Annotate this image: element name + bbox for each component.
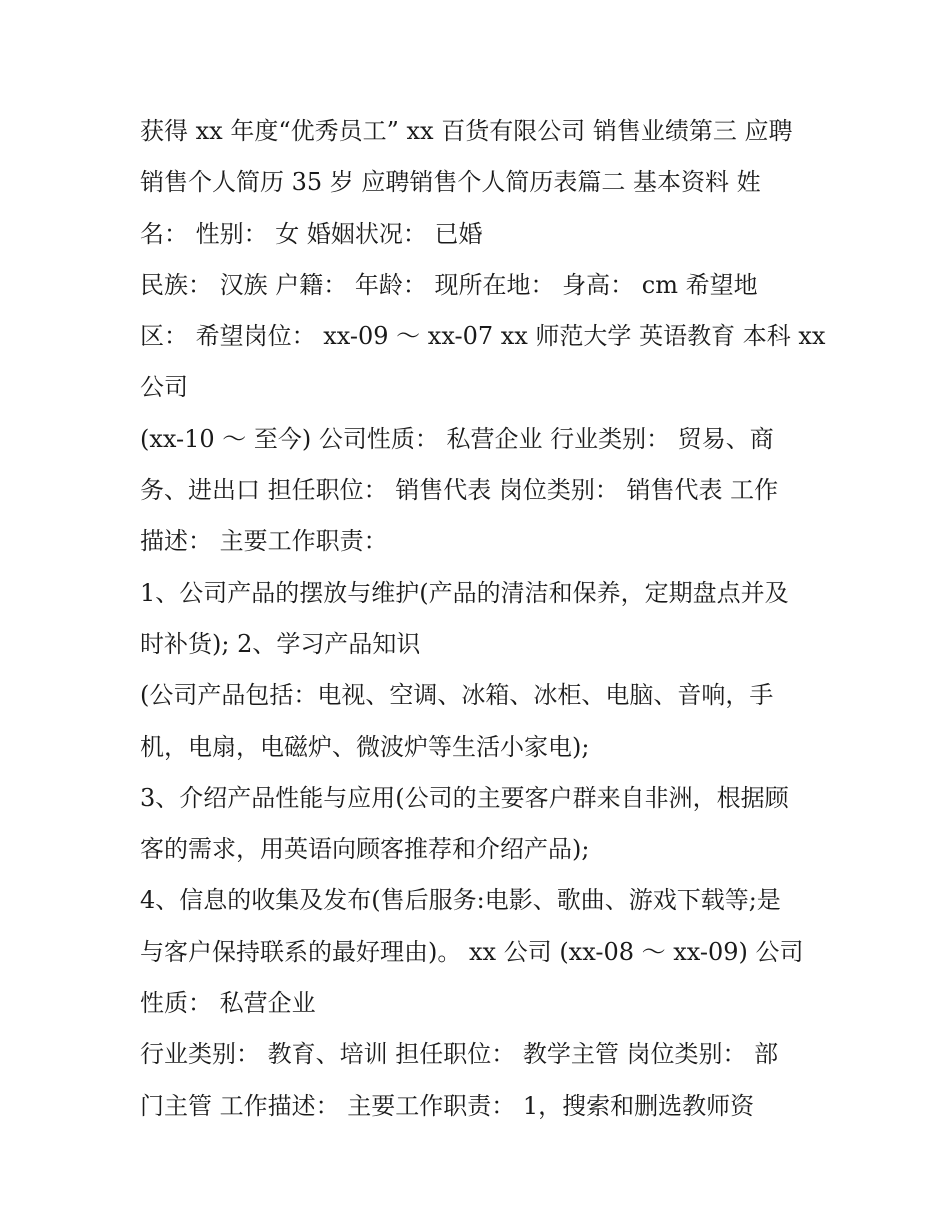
text-line: 机，电扇，电磁炉、微波炉等生活小家电);: [140, 732, 590, 761]
text-line: 名： 性别： 女 婚姻状况： 已婚: [140, 219, 483, 248]
text-line: 公司: [140, 373, 188, 402]
text-line: 区： 希望岗位： xx-09 ～ xx-07 xx 师范大学 英语教育 本科 xx: [140, 322, 826, 351]
text-line: 销售个人简历 35 岁 应聘销售个人简历表篇二 基本资料 姓: [140, 168, 761, 197]
text-line: 3、介绍产品性能与应用(公司的主要客户群来自非洲，根据顾: [140, 783, 789, 812]
text-line: 4、信息的收集及发布(售后服务:电影、歌曲、游戏下载等;是: [140, 886, 781, 915]
text-line: 描述： 主要工作职责：: [140, 527, 388, 556]
text-line: 客的需求，用英语向顾客推荐和介绍产品);: [140, 835, 590, 864]
text-line: (xx-10 ～ 至今) 公司性质： 私营企业 行业类别： 贸易、商: [140, 424, 774, 453]
text-line: 性质： 私营企业: [140, 989, 316, 1018]
text-line: (公司产品包括：电视、空调、冰箱、冰柜、电脑、音响，手: [140, 681, 774, 710]
text-line: 获得 xx 年度“优秀员工” xx 百货有限公司 销售业绩第三 应聘: [140, 117, 793, 145]
text-line: 与客户保持联系的最好理由)。 xx 公司 (xx-08 ～ xx-09) 公司: [140, 937, 804, 966]
text-line: 民族： 汉族 户籍： 年龄： 现所在地： 身高： cm 希望地: [140, 270, 758, 299]
text-line: 行业类别： 教育、培训 担任职位： 教学主管 岗位类别： 部: [140, 1040, 779, 1069]
text-line: 1、公司产品的摆放与维护(产品的清洁和保养，定期盘点并及: [140, 578, 789, 607]
text-line: 时补货); 2、学习产品知识: [140, 629, 421, 658]
resume-text-body: [140, 106, 826, 1132]
text-line: 门主管 工作描述： 主要工作职责： 1，搜索和删选教师资: [140, 1091, 755, 1120]
text-line: 务、进出口 担任职位： 销售代表 岗位类别： 销售代表 工作: [140, 476, 779, 505]
